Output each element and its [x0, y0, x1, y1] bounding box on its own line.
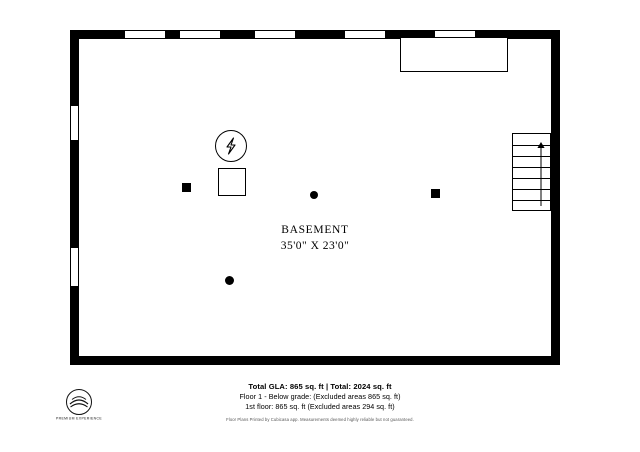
support-column-icon [182, 183, 191, 192]
room-name: BASEMENT [281, 224, 349, 236]
window-opening-icon [180, 30, 220, 39]
window-opening-icon [125, 30, 165, 39]
support-column-icon [431, 189, 440, 198]
footer-first-floor-line: 1st floor: 865 sq. ft (Excluded areas 294 sq. ft) [245, 402, 395, 411]
staircase [512, 133, 551, 211]
footer [0, 382, 640, 423]
room-dimensions: 35'0" X 23'0" [280, 240, 350, 252]
room-label [235, 222, 395, 254]
window-opening-icon [345, 30, 385, 39]
footer-total-gla: Total GLA: 865 sq. ft | Total: 2024 sq. ft [248, 382, 392, 391]
window-opening-icon [255, 30, 295, 39]
wall-pilaster-left [70, 185, 79, 201]
up-arrow-icon [535, 140, 547, 211]
footer-disclaimer: Floor Plans Printed by Cubicasa app. Measurements deemed highly reliable but not guaranteed. [226, 417, 414, 422]
window-opening-icon [70, 106, 79, 140]
support-post-icon [310, 191, 318, 199]
water-heater-icon [218, 168, 246, 196]
exterior-wall-bottom [70, 356, 560, 365]
footer-floor1-line: Floor 1 - Below grade: (Excluded areas 865 sq. ft) [239, 392, 401, 401]
support-post-icon [225, 276, 234, 285]
exterior-wall-right [551, 30, 560, 365]
window-opening-icon [70, 248, 79, 286]
electrical-panel-icon [215, 130, 247, 162]
mechanical-room-outline [400, 37, 508, 72]
wall-pilaster-right [551, 220, 560, 236]
svg-text:PREMIUM EXPERIENCE: PREMIUM EXPERIENCE [55, 416, 103, 421]
floor-plan-drawing [70, 30, 560, 365]
